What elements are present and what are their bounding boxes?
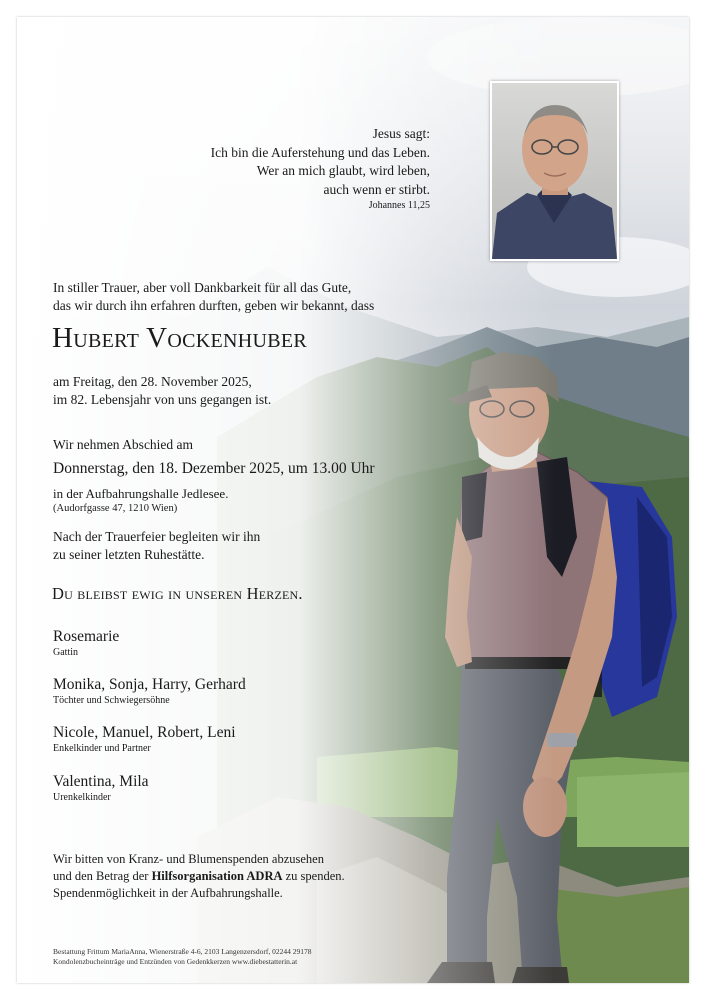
- donation-text: und den Betrag der: [53, 869, 152, 883]
- motto: Du bleibst ewig in unseren Herzen.: [52, 584, 303, 603]
- donation-line: Spendenmöglichkeit in der Aufbahrungshalle.: [53, 886, 283, 900]
- donation-line: [53, 868, 345, 885]
- donation-organisation: Hilfsorganisation ADRA: [151, 869, 283, 883]
- family-entry: [53, 723, 236, 755]
- family-names: Monika, Sonja, Harry, Gerhard: [53, 676, 246, 693]
- family-names: Valentina, Mila: [53, 773, 149, 790]
- donation-text: zu spenden.: [282, 869, 345, 883]
- intro-text: [53, 279, 473, 315]
- family-names: Rosemarie: [53, 628, 120, 645]
- family-relation: Urenkelkinder: [53, 792, 111, 803]
- family-relation: Gattin: [53, 647, 78, 658]
- family-entry: [53, 772, 149, 804]
- death-line: im 82. Lebensjahr von uns gegangen ist.: [53, 392, 272, 407]
- death-line: am Freitag, den 28. November 2025,: [53, 374, 252, 389]
- bible-quote: [147, 125, 430, 213]
- footer: [53, 947, 311, 967]
- obituary-card: [17, 17, 689, 983]
- portrait-photo: [490, 81, 619, 261]
- family-entry: [53, 675, 246, 707]
- quote-line: Jesus sagt:: [372, 126, 430, 141]
- family-relation: Enkelkinder und Partner: [53, 743, 151, 754]
- quote-line: Ich bin die Auferstehung und das Leben.: [210, 144, 430, 160]
- burial-note: [53, 528, 260, 564]
- intro-line: In stiller Trauer, aber voll Dankbarkeit für all das Gute,: [53, 280, 352, 295]
- donation-line: Wir bitten von Kranz- und Blumenspenden abzusehen: [53, 852, 324, 866]
- quote-line: auch wenn er stirbt.: [323, 181, 430, 197]
- family-relation: Töchter und Schwiegersöhne: [53, 695, 170, 706]
- quote-line: Wer an mich glaubt, wird leben,: [256, 163, 430, 178]
- funeral-date: Donnerstag, den 18. Dezember 2025, um 13.00 Uhr: [53, 460, 375, 477]
- farewell-intro: Wir nehmen Abschied am: [53, 437, 194, 452]
- family-names: Nicole, Manuel, Robert, Leni: [53, 724, 236, 741]
- family-entry: [53, 627, 119, 659]
- donation-note: [53, 851, 345, 902]
- funeral-place: in der Aufbahrungshalle Jedlesee.: [53, 486, 229, 501]
- quote-source: Johannes 11,25: [368, 200, 430, 211]
- funeral-address: (Audorfgasse 47, 1210 Wien): [53, 503, 178, 514]
- death-notice: [53, 373, 271, 409]
- intro-line: das wir durch ihn erfahren durften, geben wir bekannt, dass: [53, 298, 375, 313]
- deceased-name: Hubert Vockenhuber: [52, 322, 308, 354]
- burial-line: zu seiner letzten Ruhestätte.: [53, 547, 205, 562]
- footer-line: Bestattung Frittum MariaAnna, Wienerstraße 4-6, 2103 Langenzersdorf, 02244 29178: [53, 947, 312, 956]
- footer-line: Kondolenzbucheinträge und Entzünden von Gedenkkerzen www.diebestatterin.at: [53, 957, 298, 966]
- burial-line: Nach der Trauerfeier begleiten wir ihn: [53, 529, 261, 544]
